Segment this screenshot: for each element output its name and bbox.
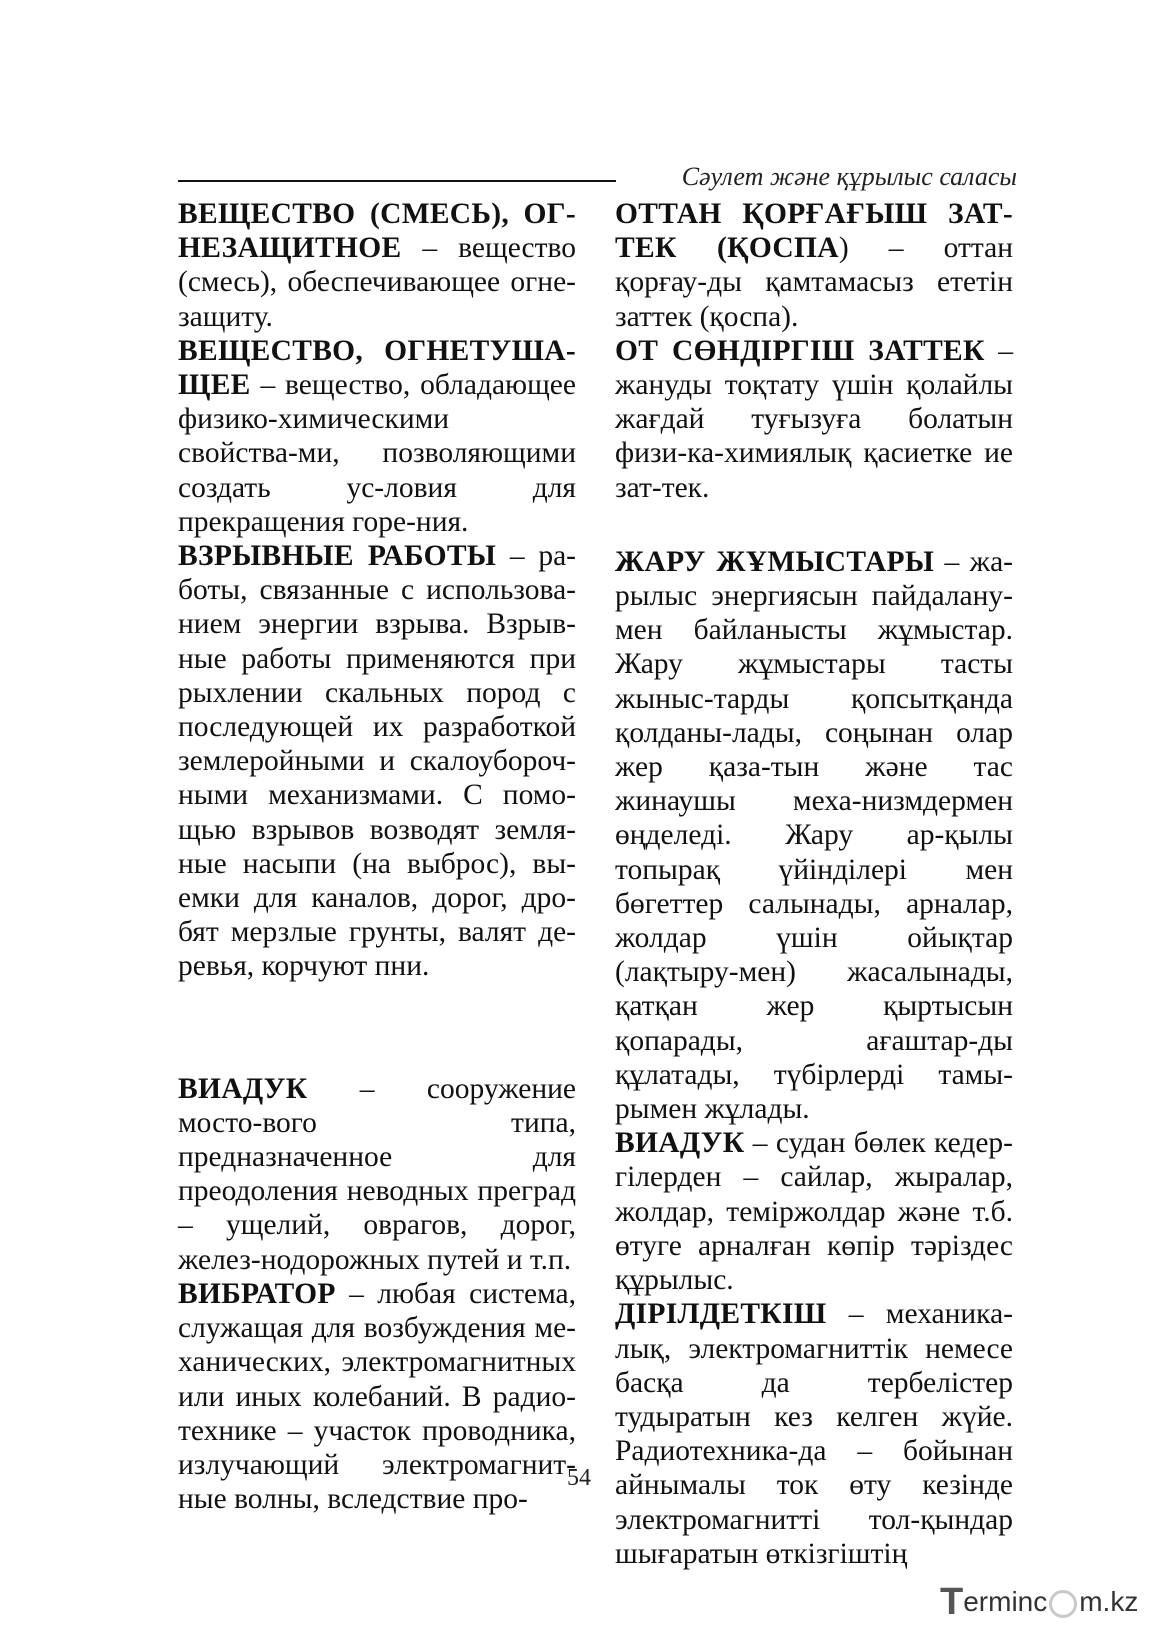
entry-definition: – механика-лық, электромагниттік немесе басқа да тербелістер тудыратын кез келген жүйе. Радиотехника-да – бойынан айнымалы ток өту кезінде электромагнитті тол-қындар шығаратын өткізгіштің (615, 1298, 1013, 1570)
entry-viaduk-kz (615, 1126, 1013, 1297)
entry-definition: – жа-рылыс энергиясын пайдалану-мен байланысты жұмыстар. Жару жұмыстары тасты жыныс-тарды қопсытқанда қолданы-лады, соңынан олар жер қаза-тын және тас жинаушы меха-низмдермен өңделеді. Жару ар-қылы топырақ үйінділері мен бөгеттер салынады, арналар, жолдар үшін ойықтар (лақтыру-мен) жасалынады, қатқан жер қыртысын қопарады, ағаштар-ды құлатады, түбірлерді тамы-рымен жұлады. (615, 545, 1013, 1126)
entry-term: ВИБРАТОР (178, 1277, 336, 1310)
entry-term: ВИАДУК (615, 1127, 745, 1160)
entry-zharu-zhumystary (615, 545, 1013, 1126)
entry-term: ДІРІЛДЕТКІШ (615, 1298, 827, 1331)
entry-term: ВЕЩЕСТВО, ОГНЕТУША-ЩЕЕ (178, 334, 576, 402)
termincom-watermark-logo (940, 1582, 1138, 1622)
entry-term: ВЕЩЕСТВО (СМЕСЬ), ОГ-НЕЗАЩИТНОЕ (178, 198, 576, 265)
entry-spacer (178, 984, 576, 1072)
entry-definition: – любая система, служащая для возбуждения ме-ханических, электромагнитных или иных колебаний. В радио-технике – участок проводника, излучающий электромагнит-ные волны, вследствие про- (178, 1277, 576, 1516)
entry-dirildetkish (615, 1297, 1013, 1571)
entry-viaduk (178, 1072, 576, 1277)
running-header: Сәулет және құрылыс саласы (681, 162, 1017, 191)
right-column-kazakh (615, 197, 1013, 1571)
entry-definition: – вещество (смесь), обеспечивающее огне-защиту. (178, 232, 576, 333)
entry-veshchestvo-ognezashchitnoe (178, 197, 576, 334)
entry-vzryvnye-raboty (178, 539, 576, 984)
magnifier-icon (1049, 1590, 1077, 1618)
entry-spacer (615, 505, 1013, 545)
entry-definition: – жануды тоқтату үшін қолайлы жағдай туғызуға болатын физи-ка-химиялық қасиетке ие зат-тек. (615, 334, 1013, 504)
entry-definition: – сооружение мосто-вого типа, предназначенное для преодоления неводных преград – ущелий, оврагов, дорог, желез-нодорожных путей и т.п. (178, 1072, 576, 1276)
entry-veshchestvo-ognetushashchee (178, 334, 576, 539)
entry-ottan-qorgagysh-zattek (615, 197, 1013, 334)
entry-definition: – судан бөлек кедер-гілерден – сайлар, жыралар, жолдар, теміржолдар және т.б. өтуге арналған көпір тәріздес құрылыс. (615, 1127, 1013, 1297)
entry-definition: – ра-боты, связанные с использова-нием энергии взрыва. Взрыв-ные работы применяются при рыхлении скальных пород с последующей их разработкой землеройными и скалоубороч-ными механизмами. С помо-щью взрывов возводят земля-ные насыпи (на выброс), вы-емки для каналов, дорог, дро-бят мерзлые грунты, валят де-ревья, корчуют пни. (178, 540, 576, 983)
entry-definition: ) – оттан қорғау-ды қамтамасыз ететін заттек (қоспа). (615, 232, 1013, 333)
entry-term: ВИАДУК (178, 1072, 308, 1105)
entry-definition: – вещество, обладающее физико-химическими свойства-ми, позволяющими создать ус-ловия для прекращения горе-ния. (178, 369, 576, 538)
header-rule (178, 180, 616, 182)
entry-ot-sondirgish-zattek (615, 334, 1013, 505)
watermark-suffix: m.kz (1079, 1586, 1139, 1617)
watermark-prefix: T (940, 1580, 964, 1623)
entry-term: ВЗРЫВНЫЕ РАБОТЫ (178, 540, 497, 573)
entry-term: ОТ СӨНДІРГІШ ЗАТТЕК (615, 334, 985, 367)
page-number: 54 (567, 1465, 591, 1491)
entry-term: ОТТАН ҚОРҒАҒЫШ ЗАТ-ТЕК (ҚОСПА (615, 198, 1013, 265)
watermark-middle: erminc (963, 1586, 1048, 1617)
left-column-russian (178, 197, 576, 1516)
entry-term: ЖАРУ ЖҰМЫСТАРЫ (615, 545, 935, 578)
